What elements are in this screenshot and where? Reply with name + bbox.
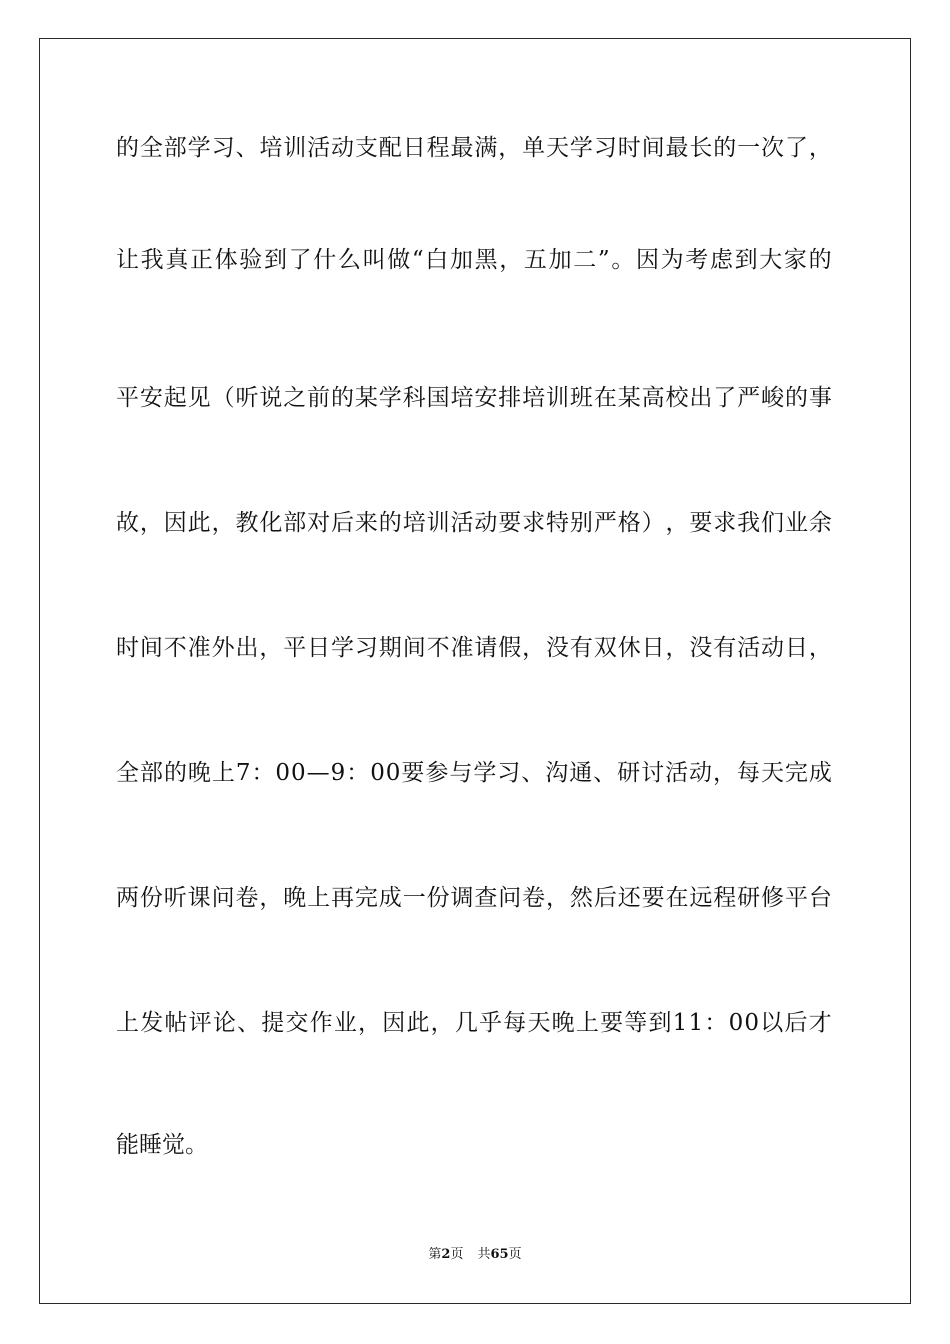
text-line: 两 份 听 课 问 卷 ， 晚 上 再 完 成 一 份 调 查 问 卷 ， 然 后 还 要 在 远 程 研 修 平 台 [116,885,832,911]
footer-page-prefix: 第 [428,1247,442,1262]
footer-page-number: 2 [441,1247,451,1262]
text-line: 的 全 部 学 习 、 培 训 活 动 支 配 日 程 最 满 ， 单 天 学 习 时 间 最 长 的 一 次 了 ， [116,135,832,161]
text-line: 平 安 起 见 （ 听 说 之 前 的 某 学 科 国 培 安 排 培 训 班 在 某 高 校 出 了 严 峻 的 事 [116,385,832,411]
text-line: 故 ， 因 此 ， 教 化 部 对 后 来 的 培 训 活 动 要 求 特 别 严 格 ） ， 要 求 我 们 业 余 [116,510,832,536]
page-footer [0,1246,950,1264]
text-line: 上 发 帖 评 论 、 提 交 作 业 ， 因 此 ， 几 乎 每 天 晚 上 要 等 到 1 1 ： 0 0 以 后 才 [116,1010,832,1036]
text-line: 时 间 不 准 外 出 ， 平 日 学 习 期 间 不 准 请 假 ， 没 有 双 休 日 ， 没 有 活 动 日 ， [116,635,832,661]
footer-total-suffix: 页 [508,1247,522,1262]
footer-total-pages: 65 [490,1247,509,1262]
footer-total-prefix: 共 [477,1247,491,1262]
page-border [39,38,911,1304]
text-line: 能睡觉。 [116,1132,208,1158]
footer-page-suffix: 页 [450,1247,464,1262]
text-line: 让 我 真 正 体 验 到 了 什 么 叫 做 “ 白 加 黑 ， 五 加 二 ” 。 因 为 考 虑 到 大 家 的 [116,247,832,273]
text-line: 全 部 的 晚 上 7 ： 0 0 — 9 ： 0 0 要 参 与 学 习 、 沟 通 、 研 讨 活 动 ， 每 天 完 成 [116,760,832,786]
